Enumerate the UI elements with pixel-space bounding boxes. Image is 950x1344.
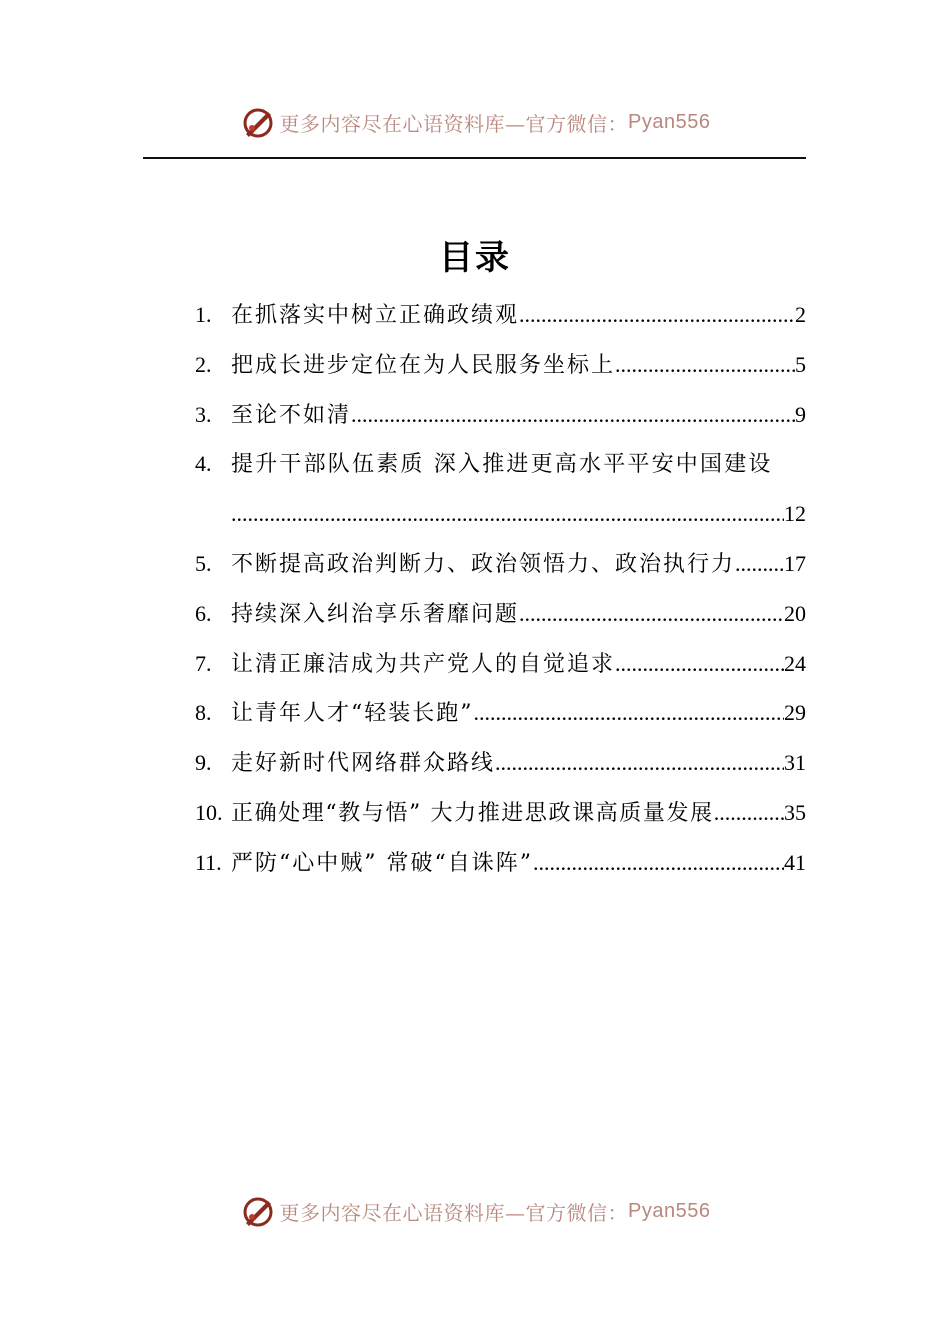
toc-title: 持续深入纠治享乐奢靡问题 bbox=[231, 601, 520, 627]
toc-leader bbox=[519, 589, 784, 639]
toc-number: 2. bbox=[195, 351, 212, 377]
toc-entry-11[interactable] bbox=[195, 838, 806, 888]
toc-leader bbox=[735, 539, 784, 589]
footer-watermark bbox=[0, 1191, 950, 1231]
toc-leader bbox=[495, 738, 784, 788]
toc-page-number: 35 bbox=[784, 799, 806, 825]
toc-number: 6. bbox=[195, 600, 212, 626]
toc-title: 严防“心中贼” 常破“自诛阵” bbox=[231, 850, 533, 876]
toc-title: 把成长进步定位在为人民服务坐标上 bbox=[231, 352, 616, 378]
toc-number: 11. bbox=[195, 849, 222, 875]
toc-number: 8. bbox=[195, 700, 212, 726]
toc-leader bbox=[474, 688, 785, 738]
toc-entry-5[interactable] bbox=[195, 539, 806, 589]
watermark-text: 更多内容尽在心语资料库—官方微信： bbox=[279, 111, 629, 136]
toc-entry-2[interactable] bbox=[195, 340, 806, 390]
toc-title: 让清正廉洁成为共产党人的自觉追求 bbox=[231, 651, 616, 677]
toc-leader bbox=[533, 838, 784, 888]
toc-leader bbox=[714, 788, 784, 838]
toc-number: 4. bbox=[195, 451, 212, 477]
toc-number: 3. bbox=[195, 401, 212, 427]
toc-leader bbox=[231, 489, 784, 539]
toc-entry-6[interactable] bbox=[195, 589, 806, 639]
toc-page-number: 20 bbox=[784, 600, 806, 626]
toc-leader bbox=[615, 340, 795, 390]
toc-title: 在抓落实中树立正确政绩观 bbox=[231, 303, 520, 328]
toc-number: 5. bbox=[195, 550, 212, 576]
toc-entry-9[interactable] bbox=[195, 738, 806, 788]
toc-page-number: 5 bbox=[795, 351, 806, 377]
page-title: 目录 bbox=[439, 238, 511, 278]
toc-title: 至论不如清 bbox=[231, 402, 352, 428]
toc-title: 提升干部队伍素质 深入推进更高水平平安中国建设 bbox=[231, 452, 773, 478]
table-of-contents bbox=[195, 290, 806, 888]
toc-entry-8[interactable] bbox=[195, 688, 806, 738]
toc-page-number: 2 bbox=[795, 302, 806, 327]
toc-page-number: 9 bbox=[795, 401, 806, 427]
toc-title: 不断提高政治判断力、政治领悟力、政治执行力 bbox=[231, 551, 736, 577]
header-rule bbox=[143, 157, 806, 159]
toc-number: 1. bbox=[195, 302, 212, 327]
toc-entry-4[interactable] bbox=[195, 439, 806, 539]
toc-entry-3[interactable] bbox=[195, 390, 806, 440]
toc-page-number: 31 bbox=[784, 750, 806, 776]
toc-leader bbox=[615, 639, 784, 689]
toc-page-number: 12 bbox=[784, 501, 806, 527]
header-watermark bbox=[0, 102, 950, 142]
toc-page-number: 29 bbox=[784, 700, 806, 726]
toc-entry-1[interactable] bbox=[195, 290, 806, 340]
toc-entry-7[interactable] bbox=[195, 639, 806, 689]
watermark-text: 更多内容尽在心语资料库—官方微信： bbox=[279, 1200, 629, 1225]
toc-title: 正确处理“教与悟” 大力推进思政课高质量发展 bbox=[231, 800, 714, 826]
toc-entry-10[interactable] bbox=[195, 788, 806, 838]
toc-title: 走好新时代网络群众路线 bbox=[231, 751, 496, 777]
watermark-wechat-id: Pyan556 bbox=[628, 110, 711, 133]
toc-page-number: 41 bbox=[784, 849, 806, 875]
toc-page-number: 24 bbox=[784, 650, 806, 676]
toc-leader bbox=[519, 290, 795, 340]
toc-leader bbox=[351, 390, 795, 440]
toc-title: 让青年人才“轻装长跑” bbox=[231, 701, 474, 727]
toc-number: 10. bbox=[195, 799, 223, 825]
toc-page-number: 17 bbox=[784, 550, 806, 576]
toc-number: 7. bbox=[195, 650, 212, 676]
watermark-wechat-id: Pyan556 bbox=[628, 1199, 711, 1222]
toc-number: 9. bbox=[195, 750, 212, 776]
brush-logo-icon bbox=[240, 104, 276, 140]
brush-logo-icon bbox=[240, 1193, 276, 1229]
